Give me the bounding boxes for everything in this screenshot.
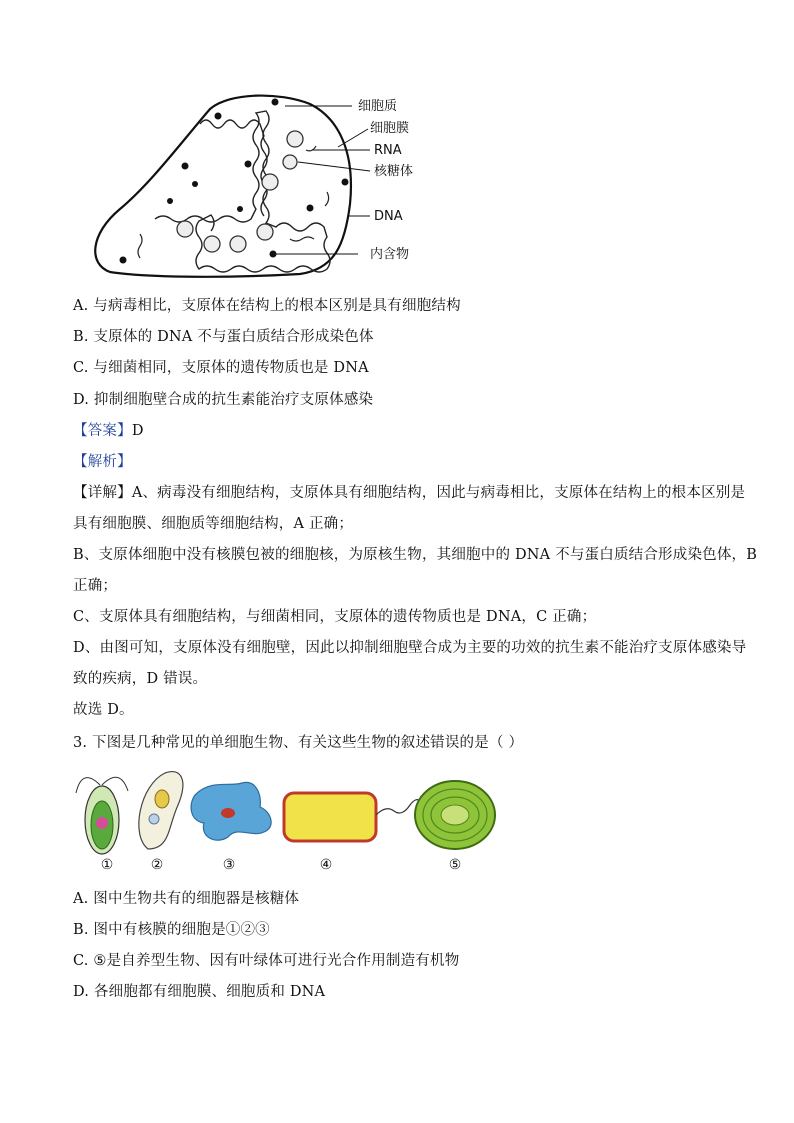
analysis-heading (73, 452, 132, 472)
detail-line-2: 具有细胞膜、细胞质等细胞结构，A 正确； (73, 516, 354, 532)
q2-option-b: B. 支原体的 DNA 不与蛋白质结合形成染色体 (73, 329, 374, 345)
detail-text: A、病毒没有细胞结构，支原体具有细胞结构，因此与病毒相比，支原体在结构上的根本区别是 (131, 485, 746, 501)
q2-option-a: A. 与病毒相比，支原体在结构上的根本区别是具有细胞结构 (73, 298, 461, 314)
caption-2: ② (150, 857, 164, 873)
organisms-figure (70, 765, 500, 860)
organism-2-paramecium (139, 772, 183, 849)
q3-option-b: B. 图中有核膜的细胞是①②③ (73, 922, 270, 938)
analysis-tag: 【解析】 (73, 454, 132, 470)
answer-line (73, 421, 144, 441)
mycoplasma-diagram (80, 84, 440, 284)
label-ribosome: 核糖体 (374, 164, 414, 179)
detail-line-8: 故选 D。 (73, 702, 134, 718)
detail-line-3: B、支原体细胞中没有核膜包被的细胞核，为原核生物，其细胞中的 DNA 不与蛋白质结合形成染色体，B (73, 547, 758, 563)
detail-line-4: 正确； (73, 578, 118, 594)
q2-option-d: D. 抑制细胞壁合成的抗生素能治疗支原体感染 (73, 392, 374, 408)
ribosome (287, 131, 303, 147)
cell-outline (95, 96, 351, 277)
organism-4-bacterium (284, 793, 420, 841)
label-rna: RNA (374, 143, 402, 158)
label-inclusion: 内含物 (370, 247, 410, 262)
ribosome (230, 236, 246, 252)
detail-tag: 【详解】 (73, 485, 132, 501)
caption-1: ① (100, 857, 114, 873)
organism-5-cyanobacterium (415, 781, 495, 849)
ribosome (177, 221, 193, 237)
detail-line-6: D、由图可知，支原体没有细胞壁，因此以抑制细胞壁合成为主要的功效的抗生素不能治疗支原体感染导 (73, 640, 747, 656)
ribosome (283, 155, 297, 169)
q3-option-a: A. 图中生物共有的细胞器是核糖体 (73, 891, 300, 907)
label-dna: DNA (374, 209, 403, 224)
detail-line-1 (73, 483, 745, 503)
detail-line-5: C、支原体具有细胞结构，与细菌相同，支原体的遗传物质也是 DNA，C 正确； (73, 609, 597, 625)
caption-4: ④ (319, 857, 333, 873)
organism-3-amoeba (191, 782, 271, 840)
answer-value: D (131, 423, 144, 439)
ribosome (204, 236, 220, 252)
caption-5: ⑤ (448, 857, 462, 873)
label-membrane: 细胞膜 (370, 121, 410, 136)
answer-tag: 【答案】 (73, 423, 132, 439)
ribosome (262, 174, 278, 190)
detail-line-7: 致的疾病，D 错误。 (73, 671, 208, 687)
q3-option-d: D. 各细胞都有细胞膜、细胞质和 DNA (73, 984, 326, 1000)
caption-3: ③ (222, 857, 236, 873)
q3-stem: 3. 下图是几种常见的单细胞生物、有关这些生物的叙述错误的是（ ） (73, 735, 524, 751)
q3-option-c: C. ⑤是自养型生物、因有叶绿体可进行光合作用制造有机物 (73, 953, 460, 969)
organism-1-chlamydomonas (76, 777, 128, 854)
ribosome (257, 224, 273, 240)
label-cytoplasm: 细胞质 (358, 99, 398, 114)
q2-option-c: C. 与细菌相同，支原体的遗传物质也是 DNA (73, 360, 369, 376)
